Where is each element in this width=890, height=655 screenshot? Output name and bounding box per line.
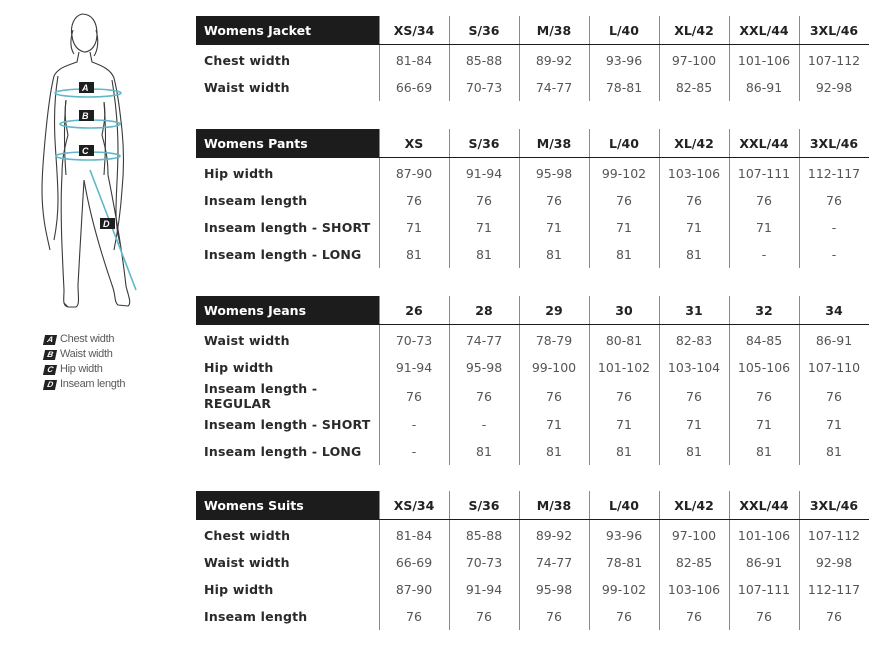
table-row [196,549,869,576]
table-row [196,158,869,188]
size-value-cell: 76 [519,603,589,630]
size-value-cell: 107-111 [729,576,799,603]
size-value-cell: 74-77 [519,549,589,576]
size-column-header: 26 [379,296,449,325]
size-value-cell: 70-73 [449,549,519,576]
inseam-measure-line [90,170,136,290]
size-value-cell: 103-106 [659,158,729,188]
size-value-cell: 81 [729,438,799,465]
row-label: Inseam length - LONG [204,444,362,459]
table-row [196,411,869,438]
row-label: Waist width [204,333,290,348]
marker-b-label: B [82,111,89,121]
row-label: Hip width [204,166,274,181]
row-label: Inseam length [204,609,308,624]
legend-item [44,347,194,362]
table-header-row [196,16,869,45]
size-column-header: L/40 [589,16,659,45]
size-value-cell: 74-77 [519,74,589,101]
size-column-header: XXL/44 [729,16,799,45]
size-value-cell: 95-98 [449,354,519,381]
row-label: Waist width [204,80,290,95]
row-label: Inseam length - REGULAR [204,381,318,411]
size-value-cell: 66-69 [379,74,449,101]
marker-a-label: A [82,83,89,93]
size-value-cell: 107-110 [799,354,869,381]
size-value-cell: 76 [659,603,729,630]
table-row [196,354,869,381]
table-title: Womens Pants [196,129,379,158]
jacket-size-table [196,16,869,101]
size-column-header: XXL/44 [729,129,799,158]
size-value-cell: 66-69 [379,549,449,576]
size-value-cell: 82-85 [659,549,729,576]
size-value-cell: 71 [379,214,449,241]
size-value-cell: 76 [589,603,659,630]
table-row [196,45,869,75]
size-value-cell: 76 [729,187,799,214]
size-value-cell: 71 [729,411,799,438]
size-value-cell: 71 [519,214,589,241]
size-value-cell: 91-94 [379,354,449,381]
table-header-row [196,491,869,520]
size-value-cell: 103-104 [659,354,729,381]
size-value-cell: 97-100 [659,45,729,75]
size-value-cell: 78-81 [589,549,659,576]
table-row [196,381,869,411]
table-row [196,520,869,550]
size-column-header: 3XL/46 [799,129,869,158]
size-value-cell: 107-111 [729,158,799,188]
size-value-cell: 74-77 [449,325,519,355]
size-value-cell: - [379,411,449,438]
row-label: Chest width [204,528,291,543]
row-label: Inseam length - SHORT [204,220,371,235]
size-column-header: 34 [799,296,869,325]
size-value-cell: 92-98 [799,549,869,576]
size-value-cell: 76 [519,187,589,214]
size-value-cell: 107-112 [799,520,869,550]
measurement-lines [55,89,136,290]
row-label: Inseam length - LONG [204,247,362,262]
size-column-header: XL/42 [659,491,729,520]
size-value-cell: 76 [729,381,799,411]
size-column-header: XS [379,129,449,158]
size-value-cell: 86-91 [799,325,869,355]
size-value-cell: 84-85 [729,325,799,355]
size-column-header: M/38 [519,491,589,520]
size-value-cell: 76 [379,603,449,630]
size-value-cell: 107-112 [799,45,869,75]
size-value-cell: 89-92 [519,45,589,75]
size-value-cell: 70-73 [449,74,519,101]
size-value-cell: 76 [379,381,449,411]
size-value-cell: 71 [729,214,799,241]
size-column-header: 32 [729,296,799,325]
size-value-cell: 76 [589,187,659,214]
size-column-header: M/38 [519,16,589,45]
jeans-size-table [196,296,869,465]
size-value-cell: 81 [449,438,519,465]
size-value-cell: 86-91 [729,74,799,101]
size-value-cell: 76 [589,381,659,411]
size-value-cell: 101-102 [589,354,659,381]
measurement-legend [44,332,194,392]
size-value-cell: 86-91 [729,549,799,576]
size-value-cell: 71 [449,214,519,241]
size-value-cell: 103-106 [659,576,729,603]
size-value-cell: 81 [519,241,589,268]
size-column-header: S/36 [449,491,519,520]
size-value-cell: 81 [659,241,729,268]
size-value-cell: 76 [799,381,869,411]
size-value-cell: 76 [449,381,519,411]
size-column-header: M/38 [519,129,589,158]
size-value-cell: 71 [589,411,659,438]
size-column-header: 31 [659,296,729,325]
table-row [196,241,869,268]
legend-label: Waist width [60,348,113,360]
size-value-cell: 76 [799,187,869,214]
size-value-cell: 81 [589,438,659,465]
suits-size-table [196,491,869,630]
size-column-header: L/40 [589,491,659,520]
table-row [196,576,869,603]
size-value-cell: 99-102 [589,158,659,188]
size-value-cell: 93-96 [589,45,659,75]
size-column-header: 29 [519,296,589,325]
size-value-cell: 76 [449,187,519,214]
size-value-cell: 87-90 [379,158,449,188]
pants-size-table [196,129,869,268]
size-value-cell: - [799,241,869,268]
size-column-header: 28 [449,296,519,325]
legend-item [44,362,194,377]
size-value-cell: 95-98 [519,158,589,188]
marker-d-label: D [103,219,110,229]
marker-c-label: C [82,146,89,156]
size-value-cell: 70-73 [379,325,449,355]
row-label: Inseam length [204,193,308,208]
size-value-cell: 82-83 [659,325,729,355]
size-column-header: 3XL/46 [799,16,869,45]
table-row [196,603,869,630]
size-column-header: XL/42 [659,129,729,158]
size-value-cell: 81 [379,241,449,268]
size-value-cell: 112-117 [799,576,869,603]
size-value-cell: 81 [519,438,589,465]
table-title: Womens Suits [196,491,379,520]
size-value-cell: - [729,241,799,268]
legend-label: Chest width [60,333,115,345]
size-value-cell: 97-100 [659,520,729,550]
size-value-cell: - [799,214,869,241]
legend-key: A [43,335,57,345]
size-value-cell: 71 [659,214,729,241]
legend-label: Inseam length [60,378,126,390]
size-value-cell: 71 [659,411,729,438]
size-column-header: XL/42 [659,16,729,45]
size-value-cell: 81 [659,438,729,465]
legend-key: C [43,365,57,375]
table-row [196,325,869,355]
row-label: Hip width [204,360,274,375]
size-value-cell: 76 [729,603,799,630]
table-title: Womens Jeans [196,296,379,325]
table-row [196,438,869,465]
size-column-header: XS/34 [379,16,449,45]
size-value-cell: 76 [659,187,729,214]
size-column-header: S/36 [449,16,519,45]
size-value-cell: 71 [519,411,589,438]
legend-key: B [43,350,57,360]
size-value-cell: 85-88 [449,45,519,75]
size-value-cell: 80-81 [589,325,659,355]
size-column-header: XS/34 [379,491,449,520]
size-value-cell: - [379,438,449,465]
size-value-cell: 78-81 [589,74,659,101]
size-value-cell: 76 [659,381,729,411]
size-value-cell: 95-98 [519,576,589,603]
legend-item [44,377,194,392]
legend-item [44,332,194,347]
size-value-cell: 105-106 [729,354,799,381]
size-value-cell: 91-94 [449,576,519,603]
size-value-cell: - [449,411,519,438]
legend-label: Hip width [60,363,103,375]
table-title: Womens Jacket [196,16,379,45]
size-column-header: 3XL/46 [799,491,869,520]
size-value-cell: 101-106 [729,520,799,550]
size-value-cell: 99-102 [589,576,659,603]
size-column-header: XXL/44 [729,491,799,520]
row-label: Hip width [204,582,274,597]
size-column-header: 30 [589,296,659,325]
row-label: Chest width [204,53,291,68]
size-value-cell: 71 [589,214,659,241]
size-value-cell: 76 [799,603,869,630]
size-value-cell: 81 [799,438,869,465]
size-value-cell: 99-100 [519,354,589,381]
legend-key: D [43,380,57,390]
row-label: Inseam length - SHORT [204,417,371,432]
table-row [196,187,869,214]
size-value-cell: 76 [379,187,449,214]
size-value-cell: 87-90 [379,576,449,603]
size-value-cell: 85-88 [449,520,519,550]
waist-measure-line [60,120,120,128]
table-row [196,74,869,101]
row-label: Waist width [204,555,290,570]
table-header-row [196,129,869,158]
size-value-cell: 91-94 [449,158,519,188]
table-header-row [196,296,869,325]
table-row [196,214,869,241]
size-value-cell: 81-84 [379,45,449,75]
size-column-header: L/40 [589,129,659,158]
size-value-cell: 92-98 [799,74,869,101]
size-value-cell: 81-84 [379,520,449,550]
size-value-cell: 81 [449,241,519,268]
size-value-cell: 81 [589,241,659,268]
size-value-cell: 93-96 [589,520,659,550]
size-value-cell: 71 [799,411,869,438]
size-value-cell: 82-85 [659,74,729,101]
size-value-cell: 112-117 [799,158,869,188]
size-column-header: S/36 [449,129,519,158]
size-value-cell: 78-79 [519,325,589,355]
size-value-cell: 76 [519,381,589,411]
size-value-cell: 76 [449,603,519,630]
size-value-cell: 89-92 [519,520,589,550]
size-value-cell: 101-106 [729,45,799,75]
